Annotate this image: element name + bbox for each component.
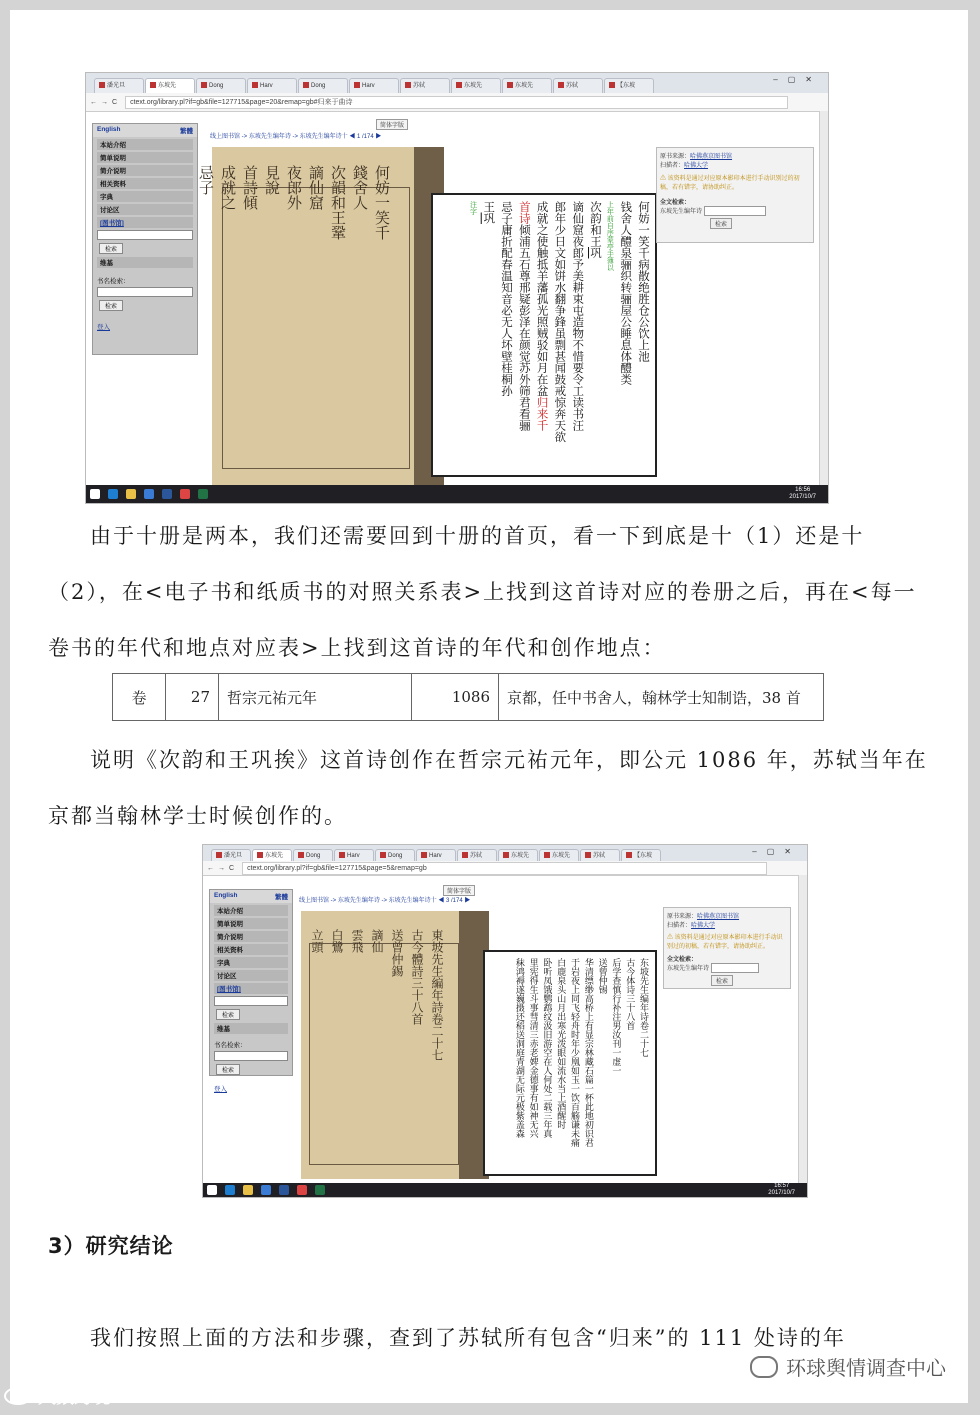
browser-tab [451,78,501,93]
sidebar-item: 简单说明 [97,152,193,163]
favicon-icon [421,852,427,858]
browser-tab [334,849,374,861]
tab-label: Harv [362,83,375,89]
poem-column: 秣鸿褥遂巍摄还稻送洞庭青湖无际元极紫盖森 [514,958,525,1138]
tab-label: 苏轼 [413,83,426,89]
source-link: 哈佛燕京图书馆 [690,154,733,160]
tab-label: Harv [260,83,273,89]
tab-label: 东坡先 [515,83,534,89]
warning-icon: ⚠ [667,935,675,941]
english-link: English [214,892,238,899]
volume-mapping-table [112,673,824,721]
browser-tab [457,849,497,861]
tab-label: Dong [388,853,403,859]
scanned-book-page [197,147,428,487]
browser-tab [539,849,579,861]
browser-tab [580,849,620,861]
watermark-left [4,1383,110,1409]
fulltext-search-button: 检索 [710,218,732,229]
poem-column: 首诗倾浦五石尊邢疑彭泽在颜觉苏外筛君看骊 [517,201,530,431]
sidebar-item: 简介说明 [97,165,193,176]
browser-tab [621,849,661,861]
favicon-icon [252,82,258,88]
poem-column: 华清缥缈高桥上有显宗林藏石篇一杯此地初识君 [583,958,594,1147]
favicon-icon [150,82,156,88]
sidebar-item-wiki: 维基 [97,257,193,268]
sidebar-item: 本站介绍 [97,139,193,150]
browser-tab [375,849,415,861]
source-link: 哈佛燕京图书馆 [697,914,740,920]
sidebar-item: 相关资料 [214,944,288,955]
ocr-warning: 该资料是通过对应原本影印本进行手动识别过的初稿，若有错字，请协助纠正。 [667,935,783,950]
favicon-icon [585,852,591,858]
favicon-icon [507,82,513,88]
scanned-text-column: 雲飛 [350,929,364,953]
word-icon [279,1185,289,1195]
browser-tab [247,78,297,93]
paragraph-1: 由于十册是两本，我们还需要回到十册的首页，看一下到底是十（1）还是十（2），在<电子书和纸质书的对照关系表>上找到这首诗对应的卷册之后，再在<每一卷书的年代和地点对应表>上找到这首诗的年代和创作地点： [48,524,917,660]
poem-column: 于岩夜上同飞轻舟时年少凰如玉一饮百觞谦未痛 [570,958,581,1147]
browser-tab-strip [203,845,807,861]
favicon-icon [626,852,632,858]
tab-label: 潘光旦 [107,83,126,89]
scrollbar [819,111,828,485]
sidebar-item: 讨论区 [97,204,193,215]
warning-icon: ⚠ [660,176,668,182]
browser-tab [211,849,251,861]
breadcrumb: 线上图书馆 -> 东坡先生编年诗 -> 东坡先生编年诗十 ◀ 1 /174 ▶ [210,134,382,140]
address-bar [86,93,828,112]
transcribed-text-box [431,193,657,477]
scanned-text-column: 忌子 [197,165,215,195]
sidebar-item: 相关资料 [97,178,193,189]
sidebar-item: 字典 [214,957,288,968]
poem-column: 成就之使触抵羊藩孤光照贼驳如月在盆归来千 [535,201,548,431]
browser-tab-strip [86,73,828,93]
tab-label: Dong [306,853,321,859]
windows-start-icon [90,489,100,499]
favicon-icon [503,852,509,858]
search-scope: 东坡先生编年诗 [660,209,703,215]
simplified-toggle: 简体字版 [443,885,475,896]
favicon-icon [456,82,462,88]
store-icon [261,1185,271,1195]
scanned-text-column: 次韻和王鞏 [329,165,347,240]
store-icon [144,489,154,499]
edge-icon [108,489,118,499]
book-search-label: 书名检索： [214,1042,247,1049]
tab-label: 东坡先 [265,853,284,859]
nav-arrows-icon: ←→C [90,98,122,106]
source-label: 原书来源： [667,914,698,920]
scanned-text-column: 見說 [263,165,281,195]
edge-icon [225,1185,235,1195]
sidebar-item-library: [图书馆] [97,217,193,228]
book-search-input [214,1051,288,1061]
table-cell: 哲宗元祐元年 [219,674,412,721]
ocr-warning: 该资料是通过对应原本影印本进行手动识别过的初稿，若有错字，请协助纠正。 [660,176,800,191]
taskbar-clock [768,1183,795,1196]
scrollbar [798,875,807,1183]
scanned-text-column: 何妨一笑千 [373,165,391,240]
browser-screenshot-2 [202,844,808,1198]
login-link: 登入 [97,324,110,331]
browser-tab [349,78,399,93]
favicon-icon [298,852,304,858]
watermark-left-text: 大数跨境 [38,1387,110,1408]
scanner-link: 哈佛大学 [684,163,709,169]
table-row [113,674,824,721]
search-scope: 东坡先生编年诗 [667,966,710,972]
scanner-label: 扫描者： [667,923,692,929]
tab-label: Harv [429,853,442,859]
tab-label: 潘光旦 [224,853,243,859]
tab-label: Dong [209,83,224,89]
book-search-label: 书名检索： [97,278,130,285]
tab-label: Harv [347,853,360,859]
clock-time: 16:57 [774,1183,790,1190]
fulltext-search-input [711,963,759,973]
scanned-text-column: 謫仙窟 [307,165,325,210]
scanner-link: 哈佛大学 [691,923,716,929]
scanned-text-column: 錢舍人 [351,165,369,210]
fulltext-search-input [704,206,766,216]
annotation-column: 注字 [469,201,477,215]
info-panel [663,907,791,989]
eye-logo-icon [4,1387,32,1405]
scanner-label: 扫描者： [660,163,685,169]
tab-label: 东坡先 [511,853,530,859]
browser-tab [400,78,450,93]
paragraph-3: 我们按照上面的方法和步骤，查到了苏轼所有包含“归来”的 111 处诗的年 [90,1326,846,1350]
tab-label: Dong [311,83,326,89]
taskbar-clock [789,487,816,500]
fulltext-search-button: 检索 [711,975,733,986]
book-search-button: 检索 [216,1064,240,1075]
table-cell: 京都，任中书舍人，翰林学士知制诰，38 首 [499,674,824,721]
annotation-column: 上年前自序蒙亭手簿以 [606,201,614,271]
poem-column: 忌子庸折配春温知音必无人坏壁桂桐孙 [500,201,513,397]
poem-column: 白鹿泉头山月出寒光泼眼如流水当上酒醒时 [556,958,567,1129]
browser-tab [604,78,654,93]
browser-tab [293,849,333,861]
favicon-icon [216,852,222,858]
scanned-text-column: 白鷺 [330,929,344,953]
scanned-book-page [301,911,473,1179]
favicon-icon [558,82,564,88]
sidebar-item-library: [图书馆] [214,983,288,994]
scanned-text-column: 夜郎外 [285,165,303,210]
poem-column: 东坡先生编年诗卷二十七 [639,958,649,1057]
tab-label: 苏轼 [470,853,483,859]
fulltext-search-label: 全文检索： [667,957,698,963]
section-heading: 3）研究结论 [48,1234,174,1258]
browser-tab [145,78,195,93]
word-icon [162,489,172,499]
window-controls: –▢✕ [752,847,801,856]
paragraph-2: 说明《次韵和王巩挨》这首诗创作在哲宗元祐元年，即公元 1086 年，苏轼当年在京都当翰林学士时候创作的。 [48,748,928,828]
english-link: English [97,126,121,133]
excel-icon [198,489,208,499]
favicon-icon [462,852,468,858]
sidebar-search-input [214,996,288,1006]
poem-column: 郎年少日文如饼水翻争鋒虽剽甚闻鼓戒惊奔天欲 [553,201,566,443]
poem-column: 王巩 [482,201,495,224]
windows-taskbar [86,485,828,503]
info-panel [656,147,814,243]
clock-date: 2017/10/7 [789,494,816,500]
highlighted-text: 首诗 [517,201,530,224]
simplified-toggle: 简体字版 [376,119,408,130]
browser-tab [196,78,246,93]
sidebar-item: 讨论区 [214,970,288,981]
tab-label: 【东坡 [617,83,636,89]
sidebar-item: 简介说明 [214,931,288,942]
transcribed-text-box [483,950,657,1176]
window-controls: –▢✕ [773,75,822,84]
folder-icon [243,1185,253,1195]
sidebar-item: 本站介绍 [214,905,288,916]
favicon-icon [257,852,263,858]
browser-tab [553,78,603,93]
poem-column: 送曾仲锡 [597,958,608,994]
poem-column: 卧听凤饿鹦鹉纹汲旧游空在人何处二载三年真 [542,958,553,1138]
poem-column: 后学查慎行补注男汝刊一虚一 [611,958,622,1075]
browser-tab [298,78,348,93]
sidebar-item-wiki: 维基 [214,1023,288,1034]
table-cell: 卷 [113,674,166,721]
excel-icon [315,1185,325,1195]
favicon-icon [609,82,615,88]
poem-column: 何妨一笑千病散绝胜仓公饮上池 [637,201,649,362]
favicon-icon [99,82,105,88]
favicon-icon [201,82,207,88]
nav-arrows-icon: ←→C [207,864,239,872]
browser-tab [252,849,292,861]
favicon-icon [380,852,386,858]
url-field: ctext.org/library.pl?if=gb&file=127715&page=5&remap=gb [242,862,767,875]
windows-start-icon [207,1185,217,1195]
browser-tab [94,78,144,93]
table-cell: 1086 [412,674,499,721]
browser-tab [416,849,456,861]
ctext-sidebar [92,123,198,355]
favicon-icon [339,852,345,858]
source-label: 原书来源： [660,154,691,160]
chrome-icon [297,1185,307,1195]
scanned-text-column: 立頭 [310,929,324,953]
poem-column: 里宪得生斗事彗清三赤老婢金德事有如神无兴 [528,958,539,1138]
table-cell: 27 [166,674,219,721]
browser-screenshot-1 [85,72,829,504]
sidebar-item: 字典 [97,191,193,202]
sidebar-search-button: 检索 [99,243,123,254]
scanned-text-column: 送曾仲錫 [390,929,404,977]
scanned-text-column: 首詩傾 [241,165,259,210]
traditional-link: 繁體 [275,894,288,901]
book-search-input [97,287,193,297]
browser-tab [498,849,538,861]
poem-column: 次韵和王巩 [589,201,602,259]
document-page [10,10,968,1403]
scanned-text-column: 古今體詩三十八首 [410,929,424,1025]
tab-label: 东坡先 [552,853,571,859]
tab-label: 苏轼 [566,83,579,89]
poem-column: 谪仙窟夜郎予美耕束屯造物不惜要令工读书汪 [571,201,584,431]
browser-tab [502,78,552,93]
tab-label: 【东坡 [634,853,653,859]
chat-bubble-icon [750,1356,778,1378]
watermark-right-text: 环球舆情调查中心 [786,1356,946,1380]
linked-text: 巩 [482,212,495,224]
chrome-icon [180,489,190,499]
ctext-sidebar [209,889,293,1093]
login-link: 登入 [214,1086,227,1093]
traditional-link: 繁體 [180,128,193,135]
tab-label: 苏轼 [593,853,606,859]
sidebar-search-input [97,230,193,240]
favicon-icon [354,82,360,88]
clock-time: 16:56 [795,487,811,494]
tab-label: 东坡先 [158,83,177,89]
fulltext-search-label: 全文检索： [660,200,691,206]
folder-icon [126,489,136,499]
sidebar-item: 简单说明 [214,918,288,929]
highlighted-text: 归来千 [535,396,548,431]
favicon-icon [405,82,411,88]
linked-text: 巩 [589,247,602,259]
poem-column: 古今体诗三十八首 [625,958,636,1030]
scanned-text-column: 東坡先生編年詩卷二十七 [430,929,444,1061]
watermark-right [750,1352,946,1381]
url-field: ctext.org/library.pl?if=gb&file=127715&page=20&remap=gb#归来于曲诗 [125,96,788,109]
favicon-icon [544,852,550,858]
favicon-icon [303,82,309,88]
clock-date: 2017/10/7 [768,1190,795,1196]
book-search-button: 检索 [99,300,123,311]
address-bar [203,861,807,876]
poem-column: 钱舍人醴泉骊织转骊屋公睡息体醴类 [619,201,632,385]
tab-label: 东坡先 [464,83,483,89]
breadcrumb: 线上图书馆 -> 东坡先生编年诗 -> 东坡先生编年诗十 ◀ 3 /174 ▶ [299,898,471,904]
windows-taskbar [203,1183,807,1197]
scanned-text-column: 成就之 [219,165,237,210]
sidebar-search-button: 检索 [216,1009,240,1020]
scanned-text-column: 謫仙 [370,929,384,953]
